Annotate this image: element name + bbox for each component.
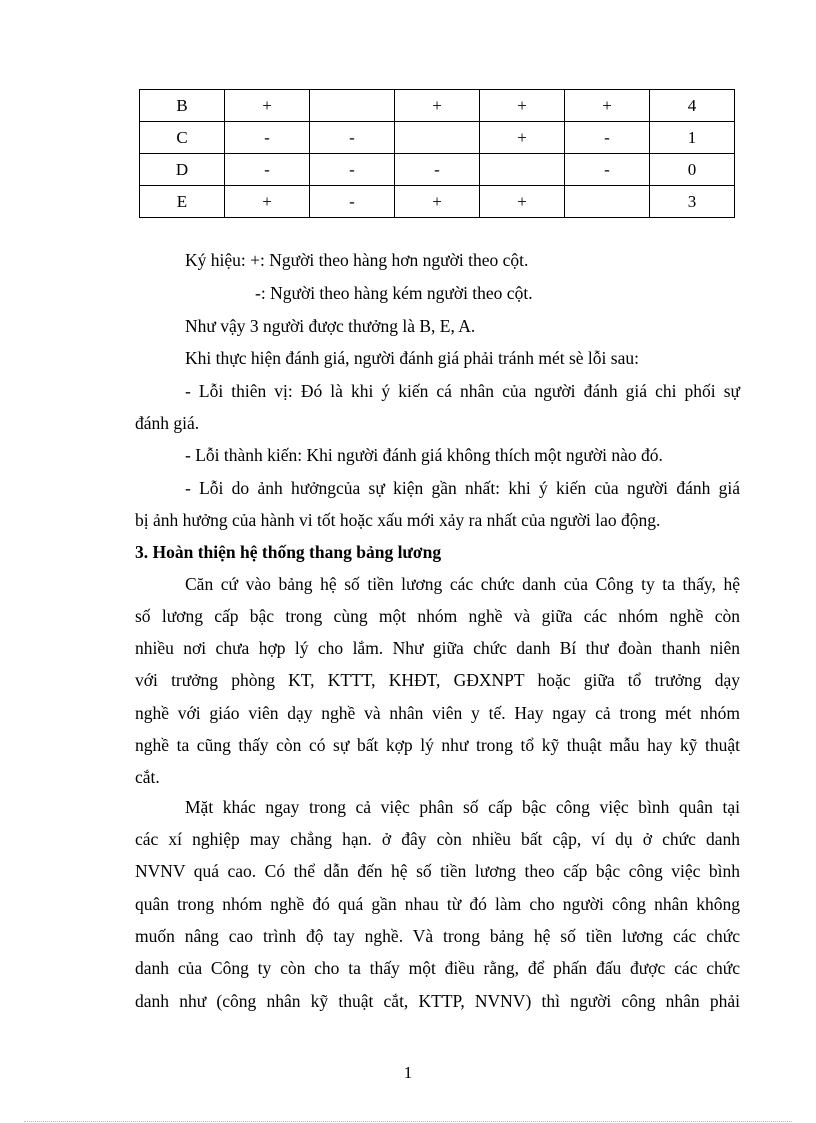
- row-label-cell: E: [140, 186, 225, 218]
- table-cell: 4: [650, 90, 735, 122]
- p1-line: nhiều nơi chưa hợp lý cho lắm. Như giữa chức danh Bí thư đoàn thanh niên: [135, 638, 740, 658]
- table-row: [140, 154, 735, 186]
- table-cell: +: [225, 186, 310, 218]
- recency-error-line-1: - Lỗi do ảnh hưởngcủa sự kiện gần nhất: khi ý kiến của người đánh giá: [185, 478, 740, 498]
- table-cell: -: [310, 186, 395, 218]
- prejudice-error: - Lỗi thành kiến: Khi người đánh giá không thích một người nào đó.: [185, 445, 663, 465]
- p2-line: muốn nâng cao trình độ tay nghề. Và trong bảng hệ số tiền lương các chức: [135, 926, 740, 946]
- table-row: [140, 122, 735, 154]
- p1-line: nghề với giáo viên dạy nghề và nhân viên y tế. Hay ngay cả trong mét nhóm: [135, 703, 740, 723]
- table-cell: +: [565, 90, 650, 122]
- recency-error-line-2: bị ảnh hưởng của hành vi tốt hoặc xấu mới xảy ra nhất của người lao động.: [135, 510, 661, 530]
- table-cell: 3: [650, 186, 735, 218]
- table-cell: +: [395, 90, 480, 122]
- table-cell: [480, 154, 565, 186]
- table-cell: +: [480, 122, 565, 154]
- table-cell: +: [225, 90, 310, 122]
- table-cell: 0: [650, 154, 735, 186]
- table-cell: -: [565, 122, 650, 154]
- p2-line: quân trong nhóm nghề đó quá gần nhau từ đó làm cho người công nhân không: [135, 894, 740, 914]
- p1-line: số lương cấp bậc trong cùng một nhóm nghề và giữa các nhóm nghề còn: [135, 606, 740, 626]
- table-cell: [395, 122, 480, 154]
- table-cell: [310, 90, 395, 122]
- table-cell: -: [310, 122, 395, 154]
- p1-line: Căn cứ vào bảng hệ số tiền lương các chức danh của Công ty ta thấy, hệ: [185, 574, 740, 594]
- table-cell: -: [565, 154, 650, 186]
- table-cell: [565, 186, 650, 218]
- table-cell: -: [225, 122, 310, 154]
- evaluation-table: [139, 89, 735, 218]
- legend-line-plus: Ký hiệu: +: Người theo hàng hơn người theo cột.: [185, 250, 529, 270]
- page-number: 1: [403, 1063, 413, 1082]
- row-label-cell: B: [140, 90, 225, 122]
- p1-line: cắt.: [135, 767, 160, 787]
- table-row: [140, 186, 735, 218]
- p2-line: danh của Công ty còn cho ta thấy một điều rằng, để phấn đấu được các chức: [135, 958, 740, 978]
- p1-line: nghề ta cũng thấy còn có sự bất kợp lý như trong tổ kỹ thuật mẫu hay kỹ thuật: [135, 735, 740, 755]
- table-row: [140, 90, 735, 122]
- evaluation-table-body: [140, 90, 735, 218]
- p1-line: với trưởng phòng KT, KTTT, KHĐT, GĐXNPT hoặc giữa tổ trưởng dạy: [135, 670, 740, 690]
- table-cell: -: [225, 154, 310, 186]
- errors-intro: Khi thực hiện đánh giá, người đánh giá phải tránh mét sè lỗi sau:: [185, 348, 639, 368]
- table-cell: +: [480, 90, 565, 122]
- table-cell: +: [480, 186, 565, 218]
- p2-line: các xí nghiệp may chẳng hạn. ở đây còn nhiều bất cập, ví dụ ở chức danh: [135, 829, 740, 849]
- bias-error-line-1: - Lỗi thiên vị: Đó là khi ý kiến cá nhân của người đánh giá chi phối sự: [185, 381, 740, 401]
- table-cell: -: [310, 154, 395, 186]
- table-cell: 1: [650, 122, 735, 154]
- p2-line: Mặt khác ngay trong cả việc phân số cấp bậc công việc bình quân tại: [185, 797, 740, 817]
- p2-line: danh như (công nhân kỹ thuật cắt, KTTP, NVNV) thì người công nhân phải: [135, 991, 740, 1011]
- table-cell: +: [395, 186, 480, 218]
- row-label-cell: C: [140, 122, 225, 154]
- footer-divider: [24, 1121, 792, 1122]
- row-label-cell: D: [140, 154, 225, 186]
- p2-line: NVNV quá cao. Có thể dẫn đến hệ số tiền lương theo cấp bậc công việc bình: [135, 861, 740, 881]
- bias-error-line-2: đánh giá.: [135, 413, 200, 433]
- section-heading: 3. Hoàn thiện hệ thống thang bảng lương: [135, 542, 442, 562]
- legend-line-minus: -: Người theo hàng kém người theo cột.: [255, 283, 533, 303]
- result-sentence: Như vậy 3 người được thưởng là B, E, A.: [185, 316, 476, 336]
- table-cell: -: [395, 154, 480, 186]
